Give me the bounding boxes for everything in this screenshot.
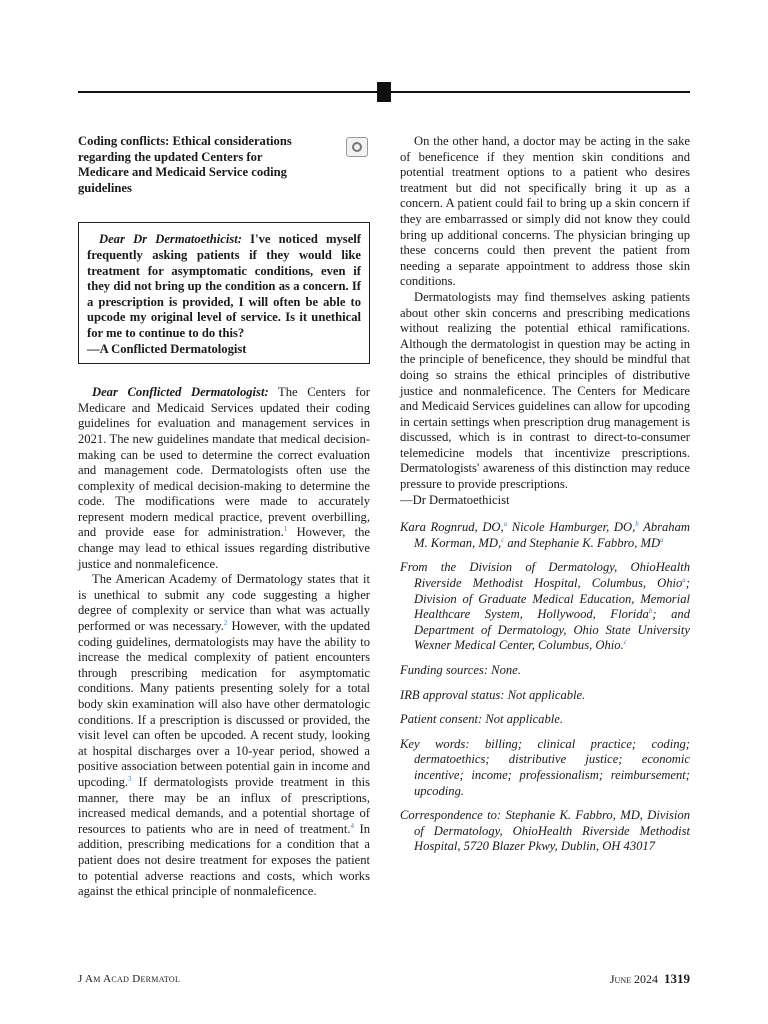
reply-paragraph-2: The American Academy of Dermatology states that it is unethical to submit any code suggesting a higher degree of complexity or service than what was actually performed or was necessary.$^2$ However, with the updated coding guidelines, dermatologists may have the ability to increase the medical complexity of patient encounters through prescribing medication for asymptomatic conditions. Many patients presenting solely for a total body skin examination will also have other dermatologic conditions. If a prescription is discussed or provided, the visit level can often be upcoded. A recent study, looking at hospital discharges over a 10-year period, showed a positive association between potential gain in income and upcoding.$^3$ If dermatologists provide treatment in this manner, there may be an influx of prescriptions, increased medical demands, and a potential shortage of resources to patients who are in need of treatment.$^4$ In addition, prescribing medications for a condition that a patient does not desire treatment for exposes the patient to potential adverse reactions and costs, which works against the ethical principle of nonmaleficence.: [78, 572, 371, 899]
affiliation-marker: c: [623, 638, 627, 647]
article-title: Coding conflicts: Ethical considerations regarding the updated Centers for Medicare and Medicaid Service coding guidelines: [78, 134, 292, 195]
reference-link[interactable]: 3: [128, 774, 132, 783]
affiliation-link[interactable]: c: [501, 535, 505, 544]
reply-paragraph-4: Dermatologists may find themselves asking patients about other skin concerns and prescribing medications without realizing the potential ethical ramifications. Although the dermatologist in question may be acting in the principle of beneficence, they should be mindful that doing so strains the ethical principles of distributive justice and nonmaleficence. The Centers for Medicare and Medicaid Services guidelines can allow for upcoding in certain settings when prescription drug management is discussed, which is in contrast to direct-to-consumer telemedicine models that incentivize prescriptions. Dermatologists' awareness of this distinction may reduce pressure to provide prescriptions.: [400, 289, 690, 492]
reply-body-right: [400, 134, 690, 508]
reader-letter: [78, 222, 370, 364]
reply-paragraph-1: Dear Conflicted Dermatologist: The Centers for Medicare and Medicaid Services updated their coding guidelines for evaluation and management services in 2021. The new guidelines mandate that medical decision-making can be used to determine the correct evaluation and management code. Dermatologists often use the complexity of medical decision-making to determine the code. The modifications were made to accurately represent modern medical practice, prevent overbilling, and provide ease for administration.$^1$ However, the change may lead to ethical issues regarding distributive justice and nonmaleficence.: [78, 385, 370, 571]
reference-link[interactable]: 1: [283, 525, 288, 534]
affiliation-link[interactable]: b: [635, 520, 639, 529]
reference-link[interactable]: 4: [350, 821, 354, 830]
article-metadata: [400, 520, 690, 855]
keywords: Key words: billing; clinical practice; coding; dermatoethics; distributive justice; economic incentive; income; professionalism; reimbursement; upcoding.: [400, 736, 690, 798]
affiliation-marker: b: [648, 607, 653, 616]
page-number: 1319: [664, 971, 690, 986]
left-column: [78, 134, 370, 900]
irb-statement: IRB approval status: Not applicable.: [400, 687, 586, 702]
header-rule-marker: [377, 82, 391, 102]
affiliation-link[interactable]: a: [660, 535, 664, 544]
reply-body-left: [78, 385, 370, 900]
issue-date: June 2024: [609, 972, 658, 986]
reference-link[interactable]: 2: [223, 618, 228, 627]
continued-text: In addition, prescribing medications for a condition that a patient does not desire treatment for exposes the patient to potential adverse reactions and costs, which works against the ethical principle of nonmaleficence.: [78, 821, 371, 899]
affiliation-marker: a: [682, 575, 686, 584]
affiliations: From the Division of Dermatology, OhioHealth Riverside Methodist Hospital, Columbus, Ohio$^a$; Division of Graduate Medical Education, Memorial Healthcare System, Hollywood, Florida$^b$; and Department of Dermatology, Ohio State University Wexner Medical Center, Columbus, Ohio.$^c$: [400, 560, 690, 653]
reply-signature: —Dr Dermatoethicist: [400, 492, 510, 507]
right-column: [400, 134, 690, 864]
letter-text: Dear Dr Dermatoethicist: I've noticed myself frequently asking patients if they would like treatment for asymptomatic conditions, even if they did not bring up the condition as a concern. If a prescription is provided, I will often be able to upcode my original level of service. Is it unethical for me to continue to do this?: [87, 232, 361, 340]
consent-statement: Patient consent: Not applicable.: [400, 712, 563, 727]
crossmark-icon[interactable]: [346, 137, 368, 157]
author-list: Kara Rognrud, DO,$^a$ Nicole Hamburger, DO,$^b$ Abraham M. Korman, MD,$^c$ and Stephanie K. Fabbro, $MD^a$: [400, 520, 690, 550]
affiliation-link[interactable]: a: [503, 520, 508, 529]
letter-salutation: Dear Dr Dermatoethicist:: [99, 232, 242, 247]
reply-paragraph-3: On the other hand, a doctor may be acting in the sake of beneficence if they mention skin conditions and potential treatment options to a patient who desires treatment but did not specifically bring it up as a concern. A patient could fail to bring up a skin concern if they are embarrassed or simply did not know they could bring up additional concerns. The physician bringing up these concerns could then prevent the patient from needing a separate appointment to address those skin conditions.: [400, 134, 690, 289]
page-footer-right: [610, 971, 690, 987]
letter-signature: —A Conflicted Dermatologist: [87, 341, 247, 356]
funding-statement: Funding sources: None.: [400, 663, 521, 677]
correspondence: Correspondence to: Stephanie K. Fabbro, MD, Division of Dermatology, OhioHealth Riverside Methodist Hospital, 5720 Blazer Pkwy, Dublin, OH 43017: [400, 808, 690, 854]
reply-salutation: Dear Conflicted Dermatologist:: [92, 385, 269, 400]
journal-name: J Am Acad Dermatol: [78, 973, 181, 985]
